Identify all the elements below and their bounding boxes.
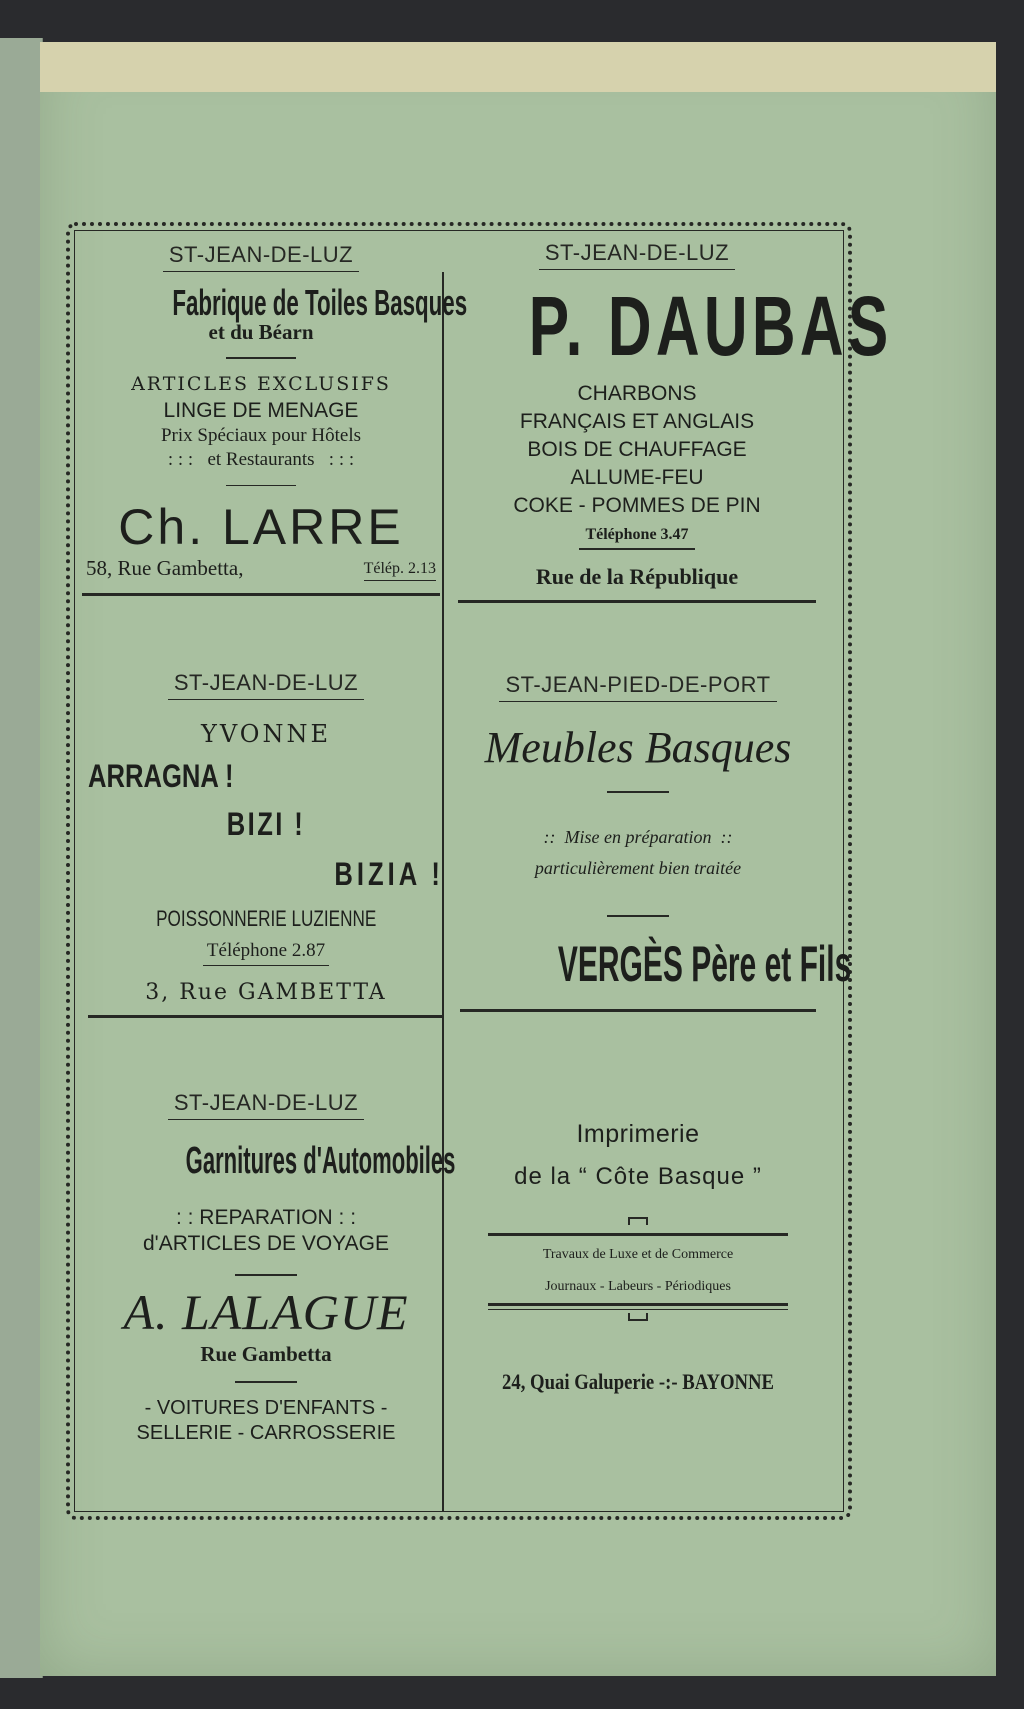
line-allume: ALLUME-FEU	[570, 466, 704, 489]
address: 58, Rue Gambetta,	[86, 556, 244, 580]
address: Rue de la République	[535, 564, 739, 589]
cry-bizia: BIZIA !	[334, 856, 444, 892]
subheadline: et du Béarn	[208, 320, 314, 344]
previous-page-edge	[0, 38, 43, 1678]
imprimerie-title: Imprimerie	[576, 1120, 700, 1148]
page-top-strip	[40, 42, 996, 92]
town-label: ST-JEAN-DE-LUZ	[163, 242, 359, 272]
voyage-line: d'ARTICLES DE VOYAGE	[143, 1232, 389, 1255]
ornament-bottom	[460, 1303, 816, 1329]
town-label: ST-JEAN-DE-LUZ	[539, 240, 735, 270]
ornament-rule-icon	[488, 1211, 788, 1237]
proprietor-name: VERGÈS Père et Fils	[557, 936, 852, 992]
line-francais: FRANÇAIS ET ANGLAIS	[519, 410, 755, 433]
prix-line: Prix Spéciaux pour Hôtels	[160, 425, 361, 446]
ad-verges	[460, 672, 852, 1012]
headline: Meubles Basques	[484, 723, 792, 772]
phone: Téléphone 3.47	[579, 526, 694, 550]
address: 24, Quai Galuperie -:- BAYONNE	[501, 1369, 775, 1394]
mise-line: :: Mise en préparation ::	[543, 827, 733, 847]
cry-bizi: BIZI !	[226, 806, 306, 842]
name: YVONNE	[201, 720, 331, 748]
address: 3, Rue GAMBETTA	[145, 980, 387, 1005]
headline: Garnitures d'Automobiles	[185, 1140, 456, 1182]
ad-yvonne	[88, 670, 444, 1018]
sellerie-line: SELLERIE - CARROSSERIE	[136, 1422, 396, 1444]
line-coke: COKE - POMMES DE PIN	[513, 494, 761, 517]
articles-line: ARTICLES EXCLUSIFS	[131, 373, 391, 395]
ad-daubas	[458, 240, 893, 603]
town-label: ST-JEAN-DE-LUZ	[168, 1090, 364, 1120]
cry-arragna: ARRAGNA !	[88, 758, 234, 794]
proprietor-name: Ch. LARRE	[118, 499, 404, 555]
phone: Téléphone 2.87	[203, 940, 329, 966]
advertisement-page	[40, 42, 996, 1676]
cote-basque-title: de la “ Côte Basque ”	[514, 1163, 762, 1190]
journaux-line: Journaux - Labeurs - Périodiques	[545, 1279, 731, 1294]
line-charbons: CHARBONS	[577, 382, 697, 405]
reparation-line: : : REPARATION : :	[175, 1206, 357, 1229]
address-row	[82, 556, 440, 581]
voitures-line: - VOITURES D'ENFANTS -	[144, 1397, 388, 1419]
linge-line: LINGE DE MENAGE	[163, 399, 359, 422]
ad-lalague	[88, 1090, 456, 1445]
phone: Télép. 2.13	[364, 560, 436, 581]
town-label: ST-JEAN-DE-LUZ	[168, 670, 364, 700]
line-bois: BOIS DE CHAUFFAGE	[527, 438, 747, 461]
ad-imprimerie	[460, 1120, 816, 1397]
ornament-rule-icon	[488, 1303, 788, 1329]
proprietor-name: P. DAUBAS	[528, 279, 893, 373]
restaurants-line: : : : et Restaurants : : :	[167, 449, 355, 470]
town-label: ST-JEAN-PIED-DE-PORT	[499, 672, 776, 702]
ad-larre	[82, 242, 468, 596]
travaux-line: Travaux de Luxe et de Commerce	[542, 1247, 734, 1262]
shop-name: POISSONNERIE LUZIENNE	[155, 906, 377, 931]
ornament-top	[460, 1211, 816, 1237]
headline: Fabrique de Toiles Basques	[172, 282, 468, 323]
address: Rue Gambetta	[200, 1342, 332, 1366]
proprietor-name: A. LALAGUE	[123, 1284, 409, 1340]
traitee-line: particulièrement bien traitée	[534, 858, 742, 878]
